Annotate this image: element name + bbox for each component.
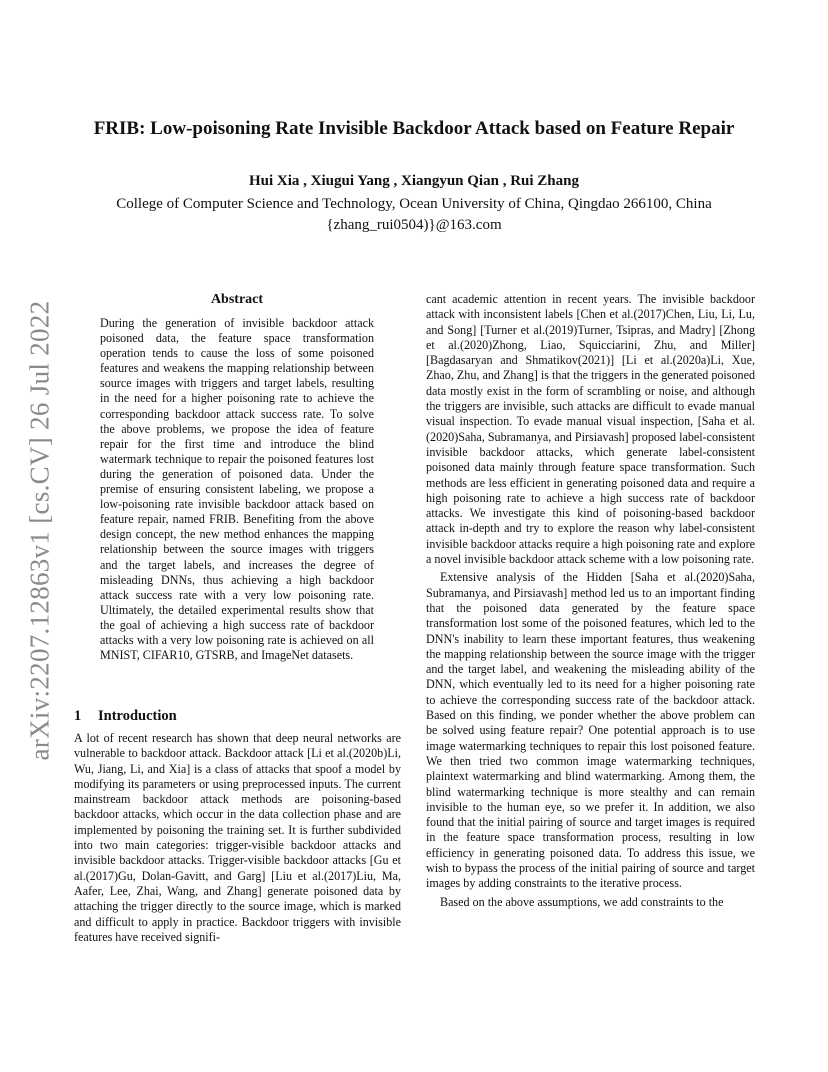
paper-authors: Hui Xia , Xiugui Yang , Xiangyun Qian , Rui Zhang xyxy=(249,173,579,189)
arxiv-identifier-text: arXiv:2207.12863v1 [cs.CV] 26 Jul 2022 xyxy=(24,300,55,760)
paragraph-hidden-analysis: Extensive analysis of the Hidden [Saha et al.(2020)Saha, Subramanya, and Pirsiavash] method led us to an important finding that the poisoned data generated by the feature space transformation lost some of the poisoned features, which led to the DNN's inability to learn these important features, thus weakening the mapping relationship between the source image with the trigger and the target label, and weakening the misleading ability of the DNN, which eventually led to its need for a higher poisoning rate to achieve the corresponding success rate of the backdoor attack. Based on this finding, we ponder whether the above problem can be solved using feature repair? One potential approach is to use image watermarking techniques to repair this lost poisoned feature. We then tried two common image watermarking techniques, plaintext watermarking and blind watermarking. Among them, the blind watermarking technique is more stealthy and can remain invisible to the human eye, so we prefer it. In addition, we also found that the initial pairing of source and target images is required in the feature space transformation process, resulting in low efficiency in generating poisoned data. To address this issue, we wish to bypass the process of the initial pairing of source and target images by adding constraints to the iterative process. xyxy=(426,570,755,891)
right-column xyxy=(426,292,755,910)
section-number: 1 xyxy=(74,708,82,724)
introduction-left-column: A lot of recent research has shown that deep neural networks are vulnerable to backdoor attack. Backdoor attack [Li et al.(2020b)Li, Wu, Jiang, Li, and Xia] is a class of attacks that spoof a model by modifying its parameters or using preprocessed inputs. The current mainstream backdoor attack methods are poisoning-based backdoor attacks, which occur in the data collection phase and are implemented by poisoning the training set. It is further subdivided into two main categories: trigger-visible backdoor attacks and invisible backdoor attacks. Trigger-visible backdoor attacks [Gu et al.(2017)Gu, Dolan-Gavitt, and Garg] [Liu et al.(2017)Liu, Ma, Aafer, Lee, Zhai, Wang, and Zhang] generate poisoned data by attaching the trigger directly to the source image, which is marked and difficult to apply in practice. Backdoor triggers with invisible features have received signifi- xyxy=(74,731,401,944)
paper-title: FRIB: Low-poisoning Rate Invisible Backdoor Attack based on Feature Repair xyxy=(93,118,735,139)
section-title: Introduction xyxy=(98,708,177,724)
arxiv-identifier-stamp xyxy=(20,300,60,760)
paragraph-assumptions: Based on the above assumptions, we add constraints to the xyxy=(440,894,724,909)
paper-affiliation: College of Computer Science and Technology, Ocean University of China, Qingdao 266100, China xyxy=(116,196,712,212)
abstract-body: During the generation of invisible backdoor attack poisoned data, the feature space transformation operation tends to cause the loss of some poisoned features and weakens the mapping relationship between source images with triggers and target labels, resulting in the need for a higher poisoning rate to achieve the corresponding backdoor attack success rate. To solve the above problems, we propose the idea of feature repair for the first time and introduce the blind watermark technique to repair the poisoned features lost during the generation of poisoned data. Under the premise of ensuring consistent labeling, we propose a low-poisoning rate invisible backdoor attack based on feature repair, named FRIB. Benefiting from the above design concept, the new method enhances the mapping relationship between the source images with triggers and the target labels, and increases the degree of misleading DNNs, thus achieving a high backdoor attack success rate with a very low poisoning rate. Ultimately, the detailed experimental results show that the goal of achieving a high success rate of backdoor attacks with a very low poisoning rate is achieved on all MNIST, CIFAR10, GTSRB, and ImageNet datasets. xyxy=(100,316,374,663)
abstract-heading: Abstract xyxy=(210,292,264,307)
paper-email: {zhang_rui0504)}@163.com xyxy=(326,217,502,233)
paragraph-continuation: cant academic attention in recent years. The invisible backdoor attack with inconsistent labels [Chen et al.(2017)Chen, Liu, Li, Lu, and Song] [Turner et al.(2019)Turner, Tsipras, and Madry] [Zhong et al.(2020)Zhong, Liao, Squicciarini, Zhu, and Miller] [Bagdasaryan and Shmatikov(2021)] [Li et al.(2020a)Li, Xue, Zhao, Zhu, and Zhang] is that the triggers in the generated poisoned data mostly exist in the form of scrambling or noise, and although the triggers are invisible, such attacks are difficult to evade manual visual inspection. To evade manual visual inspection, [Saha et al.(2020)Saha, Subramanya, and Pirsiavash] proposed label-consistent invisible backdoor attacks, which generate label-consistent poisoned data mainly through feature space transformation. Such methods are less efficient in generating poisoned data and require a high poisoning rate to achieve a high success rate of backdoor attacks. We investigate this kind of poisoning-based backdoor attack in-depth and try to explore the reason why label-consistent invisible backdoor attacks require a high poisoning rate and explore a novel invisible backdoor attack scheme with a low poisoning rate. xyxy=(426,292,755,567)
section-heading-introduction xyxy=(74,707,400,725)
